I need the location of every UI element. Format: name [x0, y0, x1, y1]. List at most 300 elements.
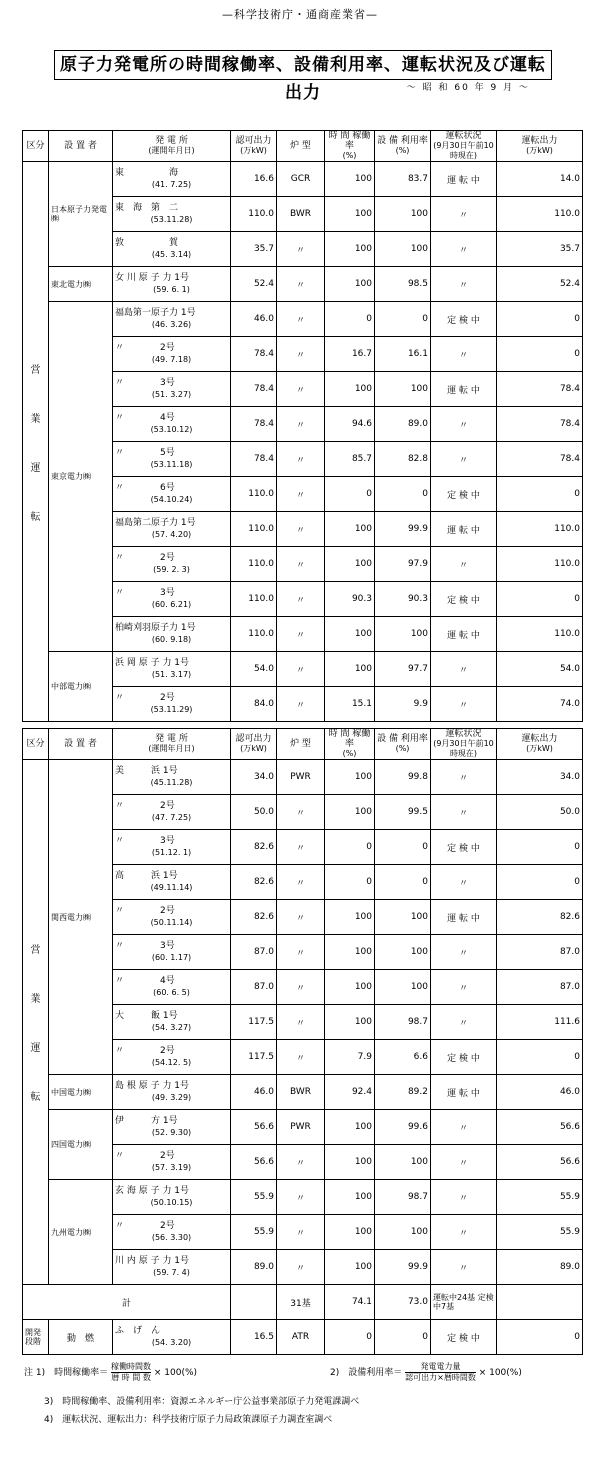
capacity-cell: 35.7 [231, 232, 277, 267]
operator-cell: 九州電力㈱ [49, 1180, 113, 1285]
header-util-rate [375, 729, 431, 760]
util-rate-cell: 98.7 [375, 1180, 431, 1215]
capacity-cell: 110.0 [231, 512, 277, 547]
section-char: 業 [30, 994, 41, 1005]
header-util-rate-line: 設 備 利用率 [377, 136, 428, 146]
header-util-rate-line: 設 備 利用率 [377, 734, 428, 744]
plant-name: 〃 5号 [115, 448, 175, 458]
plant-date: (54. 3.27) [151, 1023, 192, 1032]
header-capacity [231, 131, 277, 162]
capacity-cell: 50.0 [231, 795, 277, 830]
util-rate-cell: 100 [375, 372, 431, 407]
header-plant-line: 発 電 所 [155, 734, 188, 744]
plant-date: (49. 3.29) [151, 1093, 192, 1102]
header-status-line: (9月30日午前10時現在) [433, 739, 494, 758]
reactor-cell: 〃 [277, 687, 325, 722]
plant-date: (54.12. 5) [151, 1058, 192, 1067]
capacity-cell: 87.0 [231, 970, 277, 1005]
plant-cell [113, 1005, 231, 1040]
note-1-suffix: × 100(%) [153, 1368, 198, 1378]
capacity-cell: 56.6 [231, 1110, 277, 1145]
util-rate-cell: 0 [375, 477, 431, 512]
header-kubun [23, 131, 49, 162]
output-cell: 0 [497, 337, 583, 372]
time-rate-cell: 100 [325, 1145, 375, 1180]
reactor-cell: 〃 [277, 830, 325, 865]
capacity-cell: 78.4 [231, 372, 277, 407]
capacity-cell: 78.4 [231, 442, 277, 477]
header-reactor-line: 炉 型 [290, 141, 311, 151]
reactor-cell: PWR [277, 760, 325, 795]
capacity-cell: 52.4 [231, 267, 277, 302]
output-cell: 0 [497, 1040, 583, 1075]
section-char: 転 [30, 1092, 41, 1103]
plant-name: 〃 2号 [115, 1221, 175, 1231]
reactor-cell: 〃 [277, 1005, 325, 1040]
dev-status: 定 検 中 [431, 1320, 497, 1355]
plant-name: 〃 3号 [115, 836, 175, 846]
reactor-cell: 〃 [277, 865, 325, 900]
header-plant-line: 発 電 所 [155, 136, 188, 146]
status-cell: 定 検 中 [431, 582, 497, 617]
time-rate-cell: 100 [325, 267, 375, 302]
status-cell: 定 検 中 [431, 830, 497, 865]
plant-date: (59. 2. 3) [153, 565, 190, 574]
plant-cell [113, 477, 231, 512]
header-operator-line: 設 置 者 [64, 141, 97, 151]
note-2 [330, 1362, 522, 1383]
output-cell: 55.9 [497, 1215, 583, 1250]
time-rate-cell: 100 [325, 1180, 375, 1215]
time-rate-cell: 90.3 [325, 582, 375, 617]
time-rate-cell: 100 [325, 970, 375, 1005]
plant-name: 島 根 原 子 力 1号 [115, 1081, 190, 1091]
header-time-rate-line: 時 間 稼働率 [328, 729, 371, 749]
status-cell: 〃 [431, 1145, 497, 1180]
plant-name: 高 浜 1号 [115, 871, 178, 881]
header-time-rate-line: (%) [342, 749, 357, 758]
status-cell: 〃 [431, 935, 497, 970]
reactor-cell: BWR [277, 1075, 325, 1110]
reactor-cell: 〃 [277, 1040, 325, 1075]
status-cell: 〃 [431, 1250, 497, 1285]
header-capacity-line: (万kW) [240, 744, 267, 753]
header-time-rate-line: 時 間 稼働率 [328, 131, 371, 151]
time-rate-cell: 100 [325, 1110, 375, 1145]
status-cell: 〃 [431, 1180, 497, 1215]
plant-cell [113, 830, 231, 865]
note-1-numerator: 稼働時間数 [111, 1362, 152, 1371]
util-rate-cell: 99.5 [375, 795, 431, 830]
header-reactor [277, 131, 325, 162]
util-rate-cell: 98.7 [375, 1005, 431, 1040]
time-rate-cell: 100 [325, 1250, 375, 1285]
plant-date: (60. 9.18) [151, 635, 192, 644]
header-time-rate [325, 131, 375, 162]
reactor-cell: 〃 [277, 547, 325, 582]
status-cell: 運 転 中 [431, 372, 497, 407]
note-4: 4) 運転状況、運転出力：科学技術庁原子力局政策課原子力調査室調べ [44, 1415, 333, 1425]
header-util-rate-line: (%) [395, 744, 410, 753]
util-rate-cell: 100 [375, 970, 431, 1005]
output-cell: 35.7 [497, 232, 583, 267]
output-cell: 87.0 [497, 935, 583, 970]
util-rate-cell: 89.2 [375, 1075, 431, 1110]
section-char: 運 [30, 1043, 41, 1054]
plant-cell [113, 1040, 231, 1075]
reactor-cell: 〃 [277, 970, 325, 1005]
status-cell: 〃 [431, 687, 497, 722]
header-status-line: (9月30日午前10時現在) [433, 141, 494, 160]
reactor-cell: 〃 [277, 900, 325, 935]
status-cell: 運 転 中 [431, 900, 497, 935]
plant-date: (53.11.28) [150, 215, 193, 224]
note-2-suffix: × 100(%) [478, 1368, 522, 1378]
header-plant-line: (運開年月日) [148, 744, 195, 753]
plant-cell [113, 372, 231, 407]
plant-name: 東 海 第 二 [115, 203, 179, 213]
time-rate-cell: 100 [325, 652, 375, 687]
header-kubun-line: 区分 [26, 739, 45, 749]
capacity-cell: 82.6 [231, 865, 277, 900]
status-cell: 〃 [431, 337, 497, 372]
time-rate-cell: 0 [325, 830, 375, 865]
reactor-cell: 〃 [277, 232, 325, 267]
capacity-cell: 78.4 [231, 337, 277, 372]
reactor-cell: 〃 [277, 582, 325, 617]
util-rate-cell: 100 [375, 232, 431, 267]
plant-cell [113, 267, 231, 302]
time-rate-cell: 16.7 [325, 337, 375, 372]
output-cell: 0 [497, 477, 583, 512]
operator-cell: 四国電力㈱ [49, 1110, 113, 1180]
dev-kubun: 開発段階 [23, 1320, 49, 1355]
reactor-cell: 〃 [277, 407, 325, 442]
total-label: 計 [23, 1285, 231, 1320]
plant-name: 〃 3号 [115, 378, 175, 388]
util-rate-cell: 89.0 [375, 407, 431, 442]
plant-date: (45.11.28) [150, 778, 193, 787]
header-row [23, 131, 583, 162]
plant-name: 敦 賀 [115, 238, 179, 248]
plant-date: (54.10.24) [150, 495, 193, 504]
util-rate-cell: 6.6 [375, 1040, 431, 1075]
section-cell [23, 760, 49, 1285]
output-cell: 78.4 [497, 442, 583, 477]
util-rate-cell: 0 [375, 830, 431, 865]
plant-name: 〃 6号 [115, 483, 175, 493]
plant-cell [113, 1180, 231, 1215]
note-2-fraction [405, 1362, 476, 1383]
time-rate-cell: 100 [325, 162, 375, 197]
plant-name: 〃 2号 [115, 553, 175, 563]
time-rate-cell: 0 [325, 865, 375, 900]
plant-date: (60. 1.17) [151, 953, 192, 962]
time-rate-cell: 100 [325, 547, 375, 582]
header-output [497, 729, 583, 760]
reactor-cell: 〃 [277, 652, 325, 687]
plant-date: (57. 4.20) [151, 530, 192, 539]
plant-name: 美 浜 1号 [115, 766, 178, 776]
header-status-line: 運転状況 [445, 131, 482, 141]
reactor-cell: 〃 [277, 1215, 325, 1250]
plant-cell [113, 162, 231, 197]
table-row [23, 760, 583, 795]
plant-name: 女 川 原 子 力 1号 [115, 273, 190, 283]
util-rate-cell: 16.1 [375, 337, 431, 372]
plant-date: (59. 7. 4) [153, 1268, 190, 1277]
time-rate-cell: 100 [325, 1005, 375, 1040]
output-cell: 110.0 [497, 512, 583, 547]
util-rate-cell: 99.9 [375, 512, 431, 547]
time-rate-cell: 100 [325, 760, 375, 795]
plant-name: 川 内 原 子 力 1号 [115, 1256, 190, 1266]
time-rate-cell: 92.4 [325, 1075, 375, 1110]
header-output-line: (万kW) [526, 744, 553, 753]
header-kubun [23, 729, 49, 760]
plant-cell [113, 795, 231, 830]
util-rate-cell: 0 [375, 302, 431, 337]
note-prefix: 注 [24, 1368, 34, 1378]
plant-cell [113, 1145, 231, 1180]
output-cell: 74.0 [497, 687, 583, 722]
time-rate-cell: 100 [325, 795, 375, 830]
plant-cell [113, 197, 231, 232]
header-capacity-line: 認可出力 [235, 734, 272, 744]
header-output-line: 運転出力 [521, 734, 558, 744]
capacity-cell: 110.0 [231, 477, 277, 512]
total-util-rate: 73.0 [375, 1285, 431, 1320]
section-char: 業 [30, 413, 41, 425]
table-1 [22, 130, 583, 722]
plant-date: (53.10.12) [150, 425, 193, 434]
capacity-cell: 82.6 [231, 900, 277, 935]
plant-name: 伊 方 1号 [115, 1116, 178, 1126]
plant-name: 〃 3号 [115, 941, 175, 951]
header-output-line: (万kW) [526, 146, 553, 155]
capacity-cell: 84.0 [231, 687, 277, 722]
plant-date: (45. 3.14) [151, 250, 192, 259]
reactor-cell: 〃 [277, 1250, 325, 1285]
operator-cell: 中部電力㈱ [49, 652, 113, 722]
header-operator [49, 729, 113, 760]
reactor-cell: 〃 [277, 795, 325, 830]
reactor-cell: 〃 [277, 302, 325, 337]
plant-date: (51.12. 1) [151, 848, 192, 857]
util-rate-cell: 99.8 [375, 760, 431, 795]
plant-cell [113, 337, 231, 372]
reactor-cell: 〃 [277, 372, 325, 407]
header-status [431, 729, 497, 760]
plant-name: 〃 4号 [115, 413, 175, 423]
time-rate-cell: 100 [325, 617, 375, 652]
total-count: 31基 [277, 1285, 325, 1320]
output-cell: 14.0 [497, 162, 583, 197]
output-cell: 0 [497, 582, 583, 617]
output-cell: 55.9 [497, 1180, 583, 1215]
header-capacity [231, 729, 277, 760]
capacity-cell: 46.0 [231, 302, 277, 337]
output-cell: 46.0 [497, 1075, 583, 1110]
header-reactor-line: 炉 型 [290, 739, 311, 749]
time-rate-cell: 0 [325, 477, 375, 512]
plant-name: 福島第二原子力 1号 [115, 518, 196, 528]
status-cell: 〃 [431, 865, 497, 900]
util-rate-cell: 100 [375, 935, 431, 970]
operator-cell: 日本原子力発電㈱ [49, 162, 113, 267]
capacity-cell: 34.0 [231, 760, 277, 795]
util-rate-cell: 100 [375, 900, 431, 935]
note-3: 3) 時間稼働率、設備利用率：資源エネルギー庁公益事業部原子力発電課調べ [44, 1397, 360, 1407]
operator-cell: 東北電力㈱ [49, 267, 113, 302]
plant-name: 〃 2号 [115, 906, 175, 916]
header-plant-line: (運開年月日) [148, 146, 195, 155]
section-char: 運 [30, 462, 41, 474]
plant-name: 東 海 [115, 168, 179, 178]
header-operator-line: 設 置 者 [64, 739, 97, 749]
status-cell: 〃 [431, 1110, 497, 1145]
capacity-cell: 16.6 [231, 162, 277, 197]
capacity-cell: 82.6 [231, 830, 277, 865]
plant-cell [113, 865, 231, 900]
output-cell: 78.4 [497, 407, 583, 442]
plant-cell [113, 760, 231, 795]
section-char: 営 [30, 945, 41, 956]
total-row [23, 1285, 583, 1320]
status-cell: 〃 [431, 267, 497, 302]
section-cell [23, 162, 49, 722]
output-cell: 110.0 [497, 197, 583, 232]
dev-util-rate: 0 [375, 1320, 431, 1355]
table-2 [22, 728, 583, 1355]
plant-cell [113, 442, 231, 477]
capacity-cell: 54.0 [231, 652, 277, 687]
plant-cell [113, 232, 231, 267]
plant-date: (46. 3.26) [151, 320, 192, 329]
reactor-cell: 〃 [277, 267, 325, 302]
plant-cell [113, 900, 231, 935]
reactor-cell: 〃 [277, 477, 325, 512]
plant-date: (50.10.15) [150, 1198, 193, 1207]
capacity-cell: 55.9 [231, 1180, 277, 1215]
capacity-cell: 117.5 [231, 1005, 277, 1040]
table-row [23, 1180, 583, 1215]
plant-cell [113, 935, 231, 970]
plant-name: 福島第一原子力 1号 [115, 308, 196, 318]
time-rate-cell: 100 [325, 512, 375, 547]
reactor-cell: GCR [277, 162, 325, 197]
time-rate-cell: 0 [325, 302, 375, 337]
plant-cell [113, 687, 231, 722]
section-char: 営 [30, 364, 41, 376]
util-rate-cell: 97.7 [375, 652, 431, 687]
plant-date: (56. 3.30) [151, 1233, 192, 1242]
status-cell: 運 転 中 [431, 162, 497, 197]
table-row [23, 267, 583, 302]
plant-name: 大 飯 1号 [115, 1011, 178, 1021]
plant-name: 〃 2号 [115, 693, 175, 703]
reactor-cell: 〃 [277, 1145, 325, 1180]
output-cell: 34.0 [497, 760, 583, 795]
util-rate-cell: 0 [375, 865, 431, 900]
header-status [431, 131, 497, 162]
status-cell: 〃 [431, 442, 497, 477]
util-rate-cell: 97.9 [375, 547, 431, 582]
dev-row [23, 1320, 583, 1355]
header-output [497, 131, 583, 162]
operator-cell: 関西電力㈱ [49, 760, 113, 1075]
plant-date: (41. 7.25) [151, 180, 192, 189]
status-cell: 〃 [431, 795, 497, 830]
time-rate-cell: 85.7 [325, 442, 375, 477]
plant-date: (49.11.14) [150, 883, 193, 892]
header-plant [113, 131, 231, 162]
table-row [23, 652, 583, 687]
util-rate-cell: 99.9 [375, 1250, 431, 1285]
page-title: 原子力発電所の時間稼働率、設備利用率、運転状況及び運転出力 [54, 50, 552, 80]
plant-name: 〃 2号 [115, 1046, 175, 1056]
util-rate-cell: 100 [375, 1145, 431, 1180]
plant-name: 〃 4号 [115, 976, 175, 986]
plant-date: (52. 9.30) [151, 1128, 192, 1137]
dev-operator: 動 燃 [49, 1320, 113, 1355]
output-cell: 54.0 [497, 652, 583, 687]
header-row [23, 729, 583, 760]
capacity-cell: 87.0 [231, 935, 277, 970]
status-cell: 定 検 中 [431, 477, 497, 512]
status-cell: 定 検 中 [431, 1040, 497, 1075]
plant-cell [113, 1250, 231, 1285]
section-char: 転 [30, 511, 41, 523]
operator-cell: 中国電力㈱ [49, 1075, 113, 1110]
status-cell: 〃 [431, 547, 497, 582]
total-output-blank [497, 1285, 583, 1320]
source-line: —科学技術庁・通商産業省— [222, 8, 378, 21]
status-cell: 定 検 中 [431, 302, 497, 337]
capacity-cell: 110.0 [231, 617, 277, 652]
output-cell: 82.6 [497, 900, 583, 935]
status-cell: 〃 [431, 1215, 497, 1250]
capacity-cell: 78.4 [231, 407, 277, 442]
note-1-label: 1) 時間稼働率＝ [35, 1368, 109, 1378]
status-cell: 運 転 中 [431, 617, 497, 652]
status-cell: 〃 [431, 760, 497, 795]
status-cell: 〃 [431, 970, 497, 1005]
capacity-cell: 110.0 [231, 582, 277, 617]
output-cell: 87.0 [497, 970, 583, 1005]
plant-cell [113, 407, 231, 442]
dev-plant-date: (54. 3.20) [151, 1338, 192, 1347]
plant-cell [113, 652, 231, 687]
plant-date: (49. 7.18) [151, 355, 192, 364]
time-rate-cell: 100 [325, 232, 375, 267]
capacity-cell: 55.9 [231, 1215, 277, 1250]
total-time-rate: 74.1 [325, 1285, 375, 1320]
output-cell: 89.0 [497, 1250, 583, 1285]
reactor-cell: PWR [277, 1110, 325, 1145]
note-1 [24, 1362, 197, 1383]
note-2-label: 2) 設備利用率＝ [330, 1368, 403, 1378]
util-rate-cell: 90.3 [375, 582, 431, 617]
plant-name: 柏崎刈羽原子力 1号 [115, 623, 196, 633]
plant-name: 〃 3号 [115, 588, 175, 598]
plant-date: (59. 6. 1) [153, 285, 190, 294]
plant-date: (51. 3.27) [151, 390, 192, 399]
capacity-cell: 110.0 [231, 197, 277, 232]
status-cell: 運 転 中 [431, 1075, 497, 1110]
note-1-fraction [111, 1362, 151, 1383]
plant-cell [113, 970, 231, 1005]
